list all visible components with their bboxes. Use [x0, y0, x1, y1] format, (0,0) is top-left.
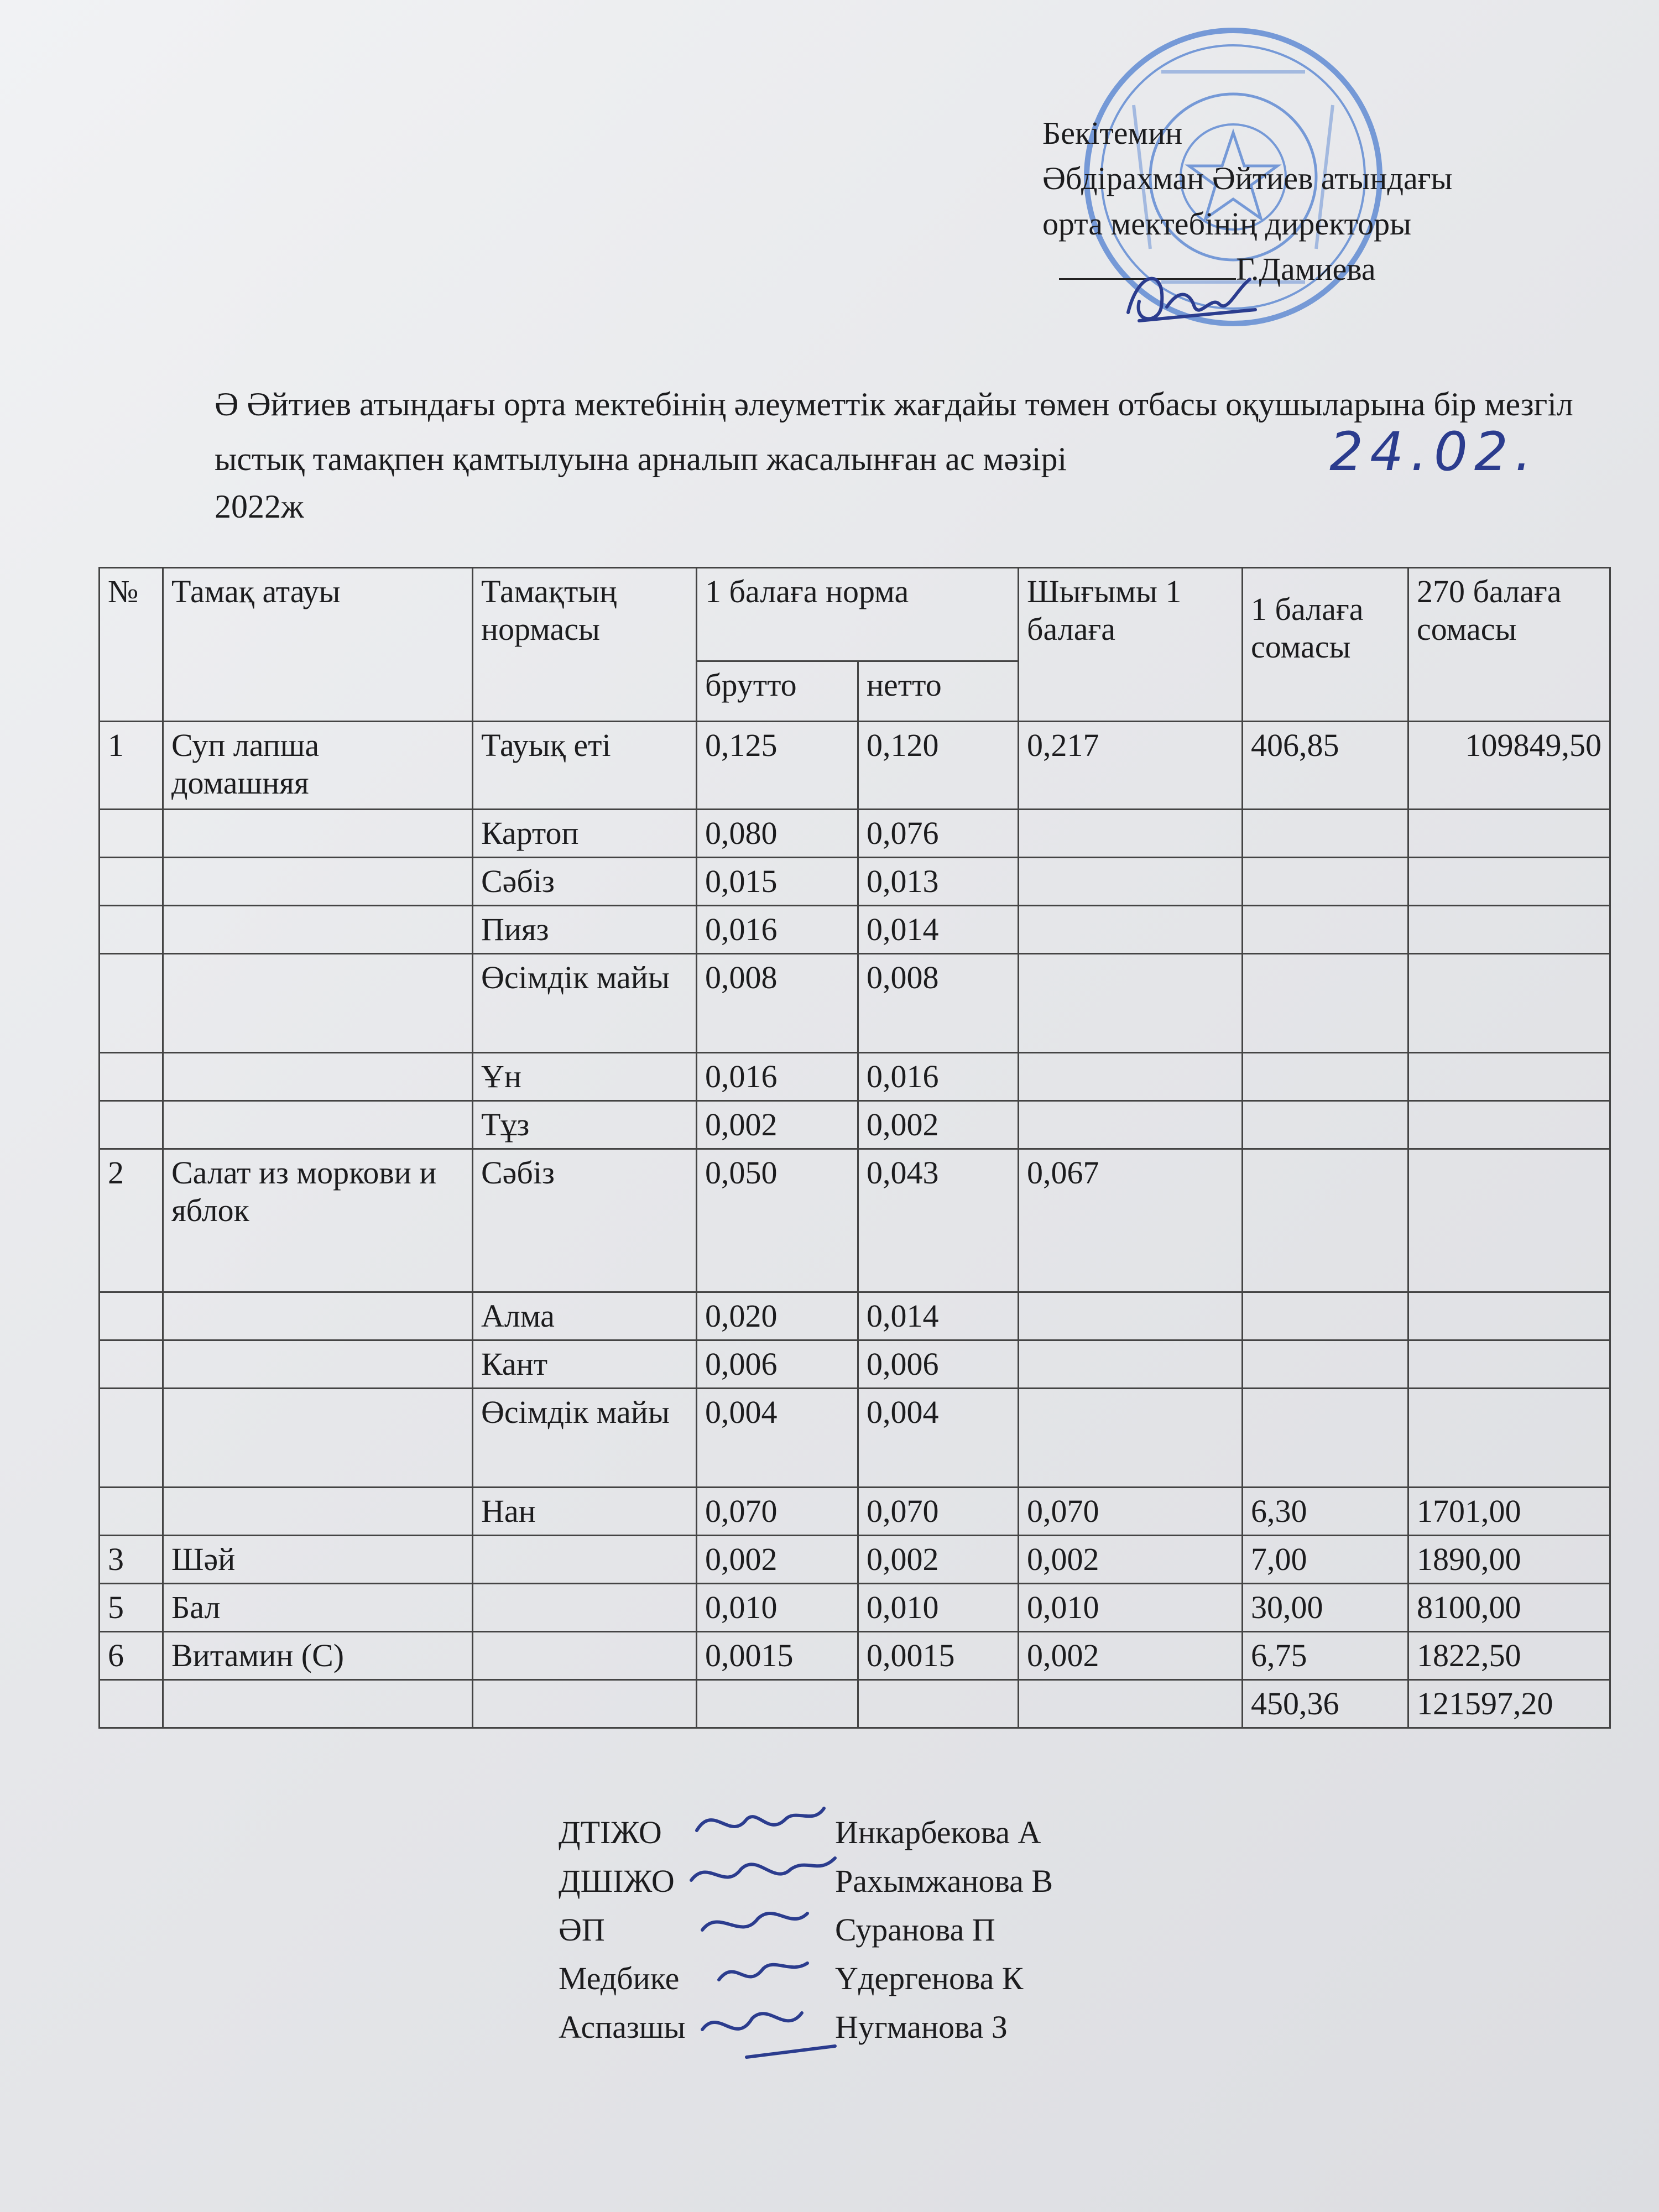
cell-no — [100, 906, 163, 954]
title-year: 2022ж — [215, 488, 304, 525]
cell-sum-270 — [1408, 1340, 1610, 1389]
cell-output — [1019, 1389, 1243, 1488]
cell-gross: 0,010 — [697, 1584, 858, 1632]
cell-sum-one: 30,00 — [1243, 1584, 1408, 1632]
cell-dish — [163, 810, 473, 858]
cell-sum-270 — [1408, 906, 1610, 954]
approval-signer: Г.Дамиева — [1236, 251, 1376, 287]
cell-gross: 0,0015 — [697, 1632, 858, 1680]
cell-net: 0,016 — [858, 1053, 1019, 1101]
cell-dish — [163, 858, 473, 906]
cell-net: 0,014 — [858, 1292, 1019, 1340]
signer-role: Медбике — [559, 1960, 680, 1996]
cell-output — [1019, 906, 1243, 954]
cell-sum-270: 109849,50 — [1408, 722, 1610, 810]
table-row — [100, 1149, 1610, 1292]
cell-no — [100, 954, 163, 1053]
cell-gross: 0,016 — [697, 906, 858, 954]
header-dish: Тамақ атауы — [163, 568, 473, 722]
cell-sum-one — [1243, 858, 1408, 906]
cell-no — [100, 1680, 163, 1728]
cell-item: Нан — [473, 1488, 697, 1536]
cell-no: 2 — [100, 1149, 163, 1292]
cell-sum-one: 6,75 — [1243, 1632, 1408, 1680]
cell-output — [1019, 858, 1243, 906]
signer-role: ДТІЖО — [559, 1814, 662, 1850]
cell-net: 0,076 — [858, 810, 1019, 858]
cell-net: 0,120 — [858, 722, 1019, 810]
table-row — [100, 1389, 1610, 1488]
table-row — [100, 1292, 1610, 1340]
cell-output: 0,002 — [1019, 1632, 1243, 1680]
cell-no — [100, 1488, 163, 1536]
approval-line-1: Бекітемин — [1042, 115, 1183, 151]
table-row — [100, 1680, 1610, 1728]
cell-item: Пияз — [473, 906, 697, 954]
approval-line-3: орта мектебінің директоры — [1042, 206, 1412, 242]
cell-sum-one — [1243, 1292, 1408, 1340]
cell-output — [1019, 1340, 1243, 1389]
cell-sum-270 — [1408, 810, 1610, 858]
cell-gross: 0,070 — [697, 1488, 858, 1536]
cell-sum-one — [1243, 954, 1408, 1053]
cell-gross: 0,016 — [697, 1053, 858, 1101]
table-row — [100, 810, 1610, 858]
cell-sum-270 — [1408, 1101, 1610, 1149]
cell-dish — [163, 906, 473, 954]
cell-gross: 0,004 — [697, 1389, 858, 1488]
cell-item: Картоп — [473, 810, 697, 858]
cell-item: Кант — [473, 1340, 697, 1389]
cell-net: 0,043 — [858, 1149, 1019, 1292]
cell-sum-270 — [1408, 1053, 1610, 1101]
signer-role: ДШІЖО — [559, 1863, 675, 1899]
signer-name: Суранова П — [835, 1912, 995, 1948]
cell-sum-270 — [1408, 1389, 1610, 1488]
table-row — [100, 906, 1610, 954]
cell-no: 6 — [100, 1632, 163, 1680]
table-row — [100, 858, 1610, 906]
cell-gross: 0,002 — [697, 1536, 858, 1584]
cell-gross: 0,050 — [697, 1149, 858, 1292]
signer-signatures — [680, 1797, 863, 2085]
cell-no — [100, 1389, 163, 1488]
cell-no — [100, 1053, 163, 1101]
cell-item: Алма — [473, 1292, 697, 1340]
cell-net: 0,014 — [858, 906, 1019, 954]
cell-item: Тұз — [473, 1101, 697, 1149]
header-no: № — [100, 568, 163, 722]
cell-no: 1 — [100, 722, 163, 810]
cell-dish: Суп лапша домашняя — [163, 722, 473, 810]
cell-net: 0,002 — [858, 1101, 1019, 1149]
cell-sum-one — [1243, 1149, 1408, 1292]
cell-dish — [163, 954, 473, 1053]
cell-gross: 0,020 — [697, 1292, 858, 1340]
cell-sum-one — [1243, 810, 1408, 858]
cell-sum-270 — [1408, 858, 1610, 906]
cell-output: 0,070 — [1019, 1488, 1243, 1536]
document-title — [215, 380, 1630, 530]
header-per-child-norm: 1 балаға норма — [697, 568, 1019, 661]
cell-dish — [163, 1340, 473, 1389]
cell-net: 0,008 — [858, 954, 1019, 1053]
cell-gross: 0,006 — [697, 1340, 858, 1389]
cell-sum-270: 121597,20 — [1408, 1680, 1610, 1728]
cell-output: 0,217 — [1019, 722, 1243, 810]
header-net: нетто — [858, 661, 1019, 722]
approval-line-2: Әбдірахман Әйтиев атындағы — [1042, 160, 1453, 196]
table-row — [100, 1101, 1610, 1149]
cell-sum-one — [1243, 906, 1408, 954]
signer-name: Инкарбекова А — [835, 1814, 1041, 1850]
cell-no — [100, 1101, 163, 1149]
header-sum-one: 1 балаға сомасы — [1243, 568, 1408, 722]
cell-dish: Шәй — [163, 1536, 473, 1584]
cell-dish — [163, 1292, 473, 1340]
cell-item: Ұн — [473, 1053, 697, 1101]
cell-dish — [163, 1389, 473, 1488]
cell-sum-one — [1243, 1101, 1408, 1149]
table-row — [100, 1536, 1610, 1584]
cell-item — [473, 1536, 697, 1584]
cell-sum-270 — [1408, 954, 1610, 1053]
cell-net: 0,004 — [858, 1389, 1019, 1488]
table-row — [100, 1053, 1610, 1101]
header-gross: брутто — [697, 661, 858, 722]
table-row — [100, 954, 1610, 1053]
cell-gross — [697, 1680, 858, 1728]
cell-gross: 0,080 — [697, 810, 858, 858]
cell-sum-270: 1822,50 — [1408, 1632, 1610, 1680]
cell-dish — [163, 1053, 473, 1101]
cell-sum-one — [1243, 1053, 1408, 1101]
cell-sum-one — [1243, 1389, 1408, 1488]
cell-output: 0,067 — [1019, 1149, 1243, 1292]
table-row — [100, 722, 1610, 810]
cell-sum-one: 6,30 — [1243, 1488, 1408, 1536]
cell-sum-270 — [1408, 1149, 1610, 1292]
cell-sum-one — [1243, 1340, 1408, 1389]
signer-name: Үдергенова К — [835, 1960, 1024, 1996]
cell-no: 5 — [100, 1584, 163, 1632]
cell-output — [1019, 1053, 1243, 1101]
cell-net: 0,0015 — [858, 1632, 1019, 1680]
cell-sum-270 — [1408, 1292, 1610, 1340]
cell-output — [1019, 1292, 1243, 1340]
cell-item: Тауық еті — [473, 722, 697, 810]
signer-name: Нугманова З — [835, 2009, 1008, 2045]
cell-item — [473, 1584, 697, 1632]
cell-dish: Салат из моркови и яблок — [163, 1149, 473, 1292]
cell-item — [473, 1680, 697, 1728]
cell-output: 0,010 — [1019, 1584, 1243, 1632]
cell-gross: 0,008 — [697, 954, 858, 1053]
header-output: Шығымы 1 балаға — [1019, 568, 1243, 722]
cell-no — [100, 858, 163, 906]
cell-sum-270: 1890,00 — [1408, 1536, 1610, 1584]
cell-item: Сәбіз — [473, 858, 697, 906]
cell-gross: 0,002 — [697, 1101, 858, 1149]
cell-dish — [163, 1101, 473, 1149]
cell-gross: 0,125 — [697, 722, 858, 810]
cell-net — [858, 1680, 1019, 1728]
header-sum-270: 270 балаға сомасы — [1408, 568, 1610, 722]
cell-sum-one: 7,00 — [1243, 1536, 1408, 1584]
cell-output — [1019, 810, 1243, 858]
cell-output — [1019, 1101, 1243, 1149]
cell-net: 0,006 — [858, 1340, 1019, 1389]
cell-net: 0,010 — [858, 1584, 1019, 1632]
cell-net: 0,070 — [858, 1488, 1019, 1536]
cell-no — [100, 810, 163, 858]
handwritten-date: 24.02. — [1329, 421, 1538, 483]
cell-no — [100, 1340, 163, 1389]
cell-output — [1019, 1680, 1243, 1728]
cell-dish — [163, 1488, 473, 1536]
cell-output — [1019, 954, 1243, 1053]
director-signature — [1117, 257, 1261, 335]
cell-net: 0,002 — [858, 1536, 1019, 1584]
table-row — [100, 1488, 1610, 1536]
header-row — [100, 568, 1610, 661]
cell-sum-270: 1701,00 — [1408, 1488, 1610, 1536]
table-row — [100, 1340, 1610, 1389]
table-row — [100, 1584, 1610, 1632]
cell-item — [473, 1632, 697, 1680]
cell-output: 0,002 — [1019, 1536, 1243, 1584]
menu-table — [98, 567, 1611, 1729]
cell-no — [100, 1292, 163, 1340]
cell-net: 0,013 — [858, 858, 1019, 906]
cell-gross: 0,015 — [697, 858, 858, 906]
cell-no: 3 — [100, 1536, 163, 1584]
cell-item: Сәбіз — [473, 1149, 697, 1292]
table-row — [100, 1632, 1610, 1680]
cell-dish: Витамин (С) — [163, 1632, 473, 1680]
header-norm: Тамақтың нормасы — [473, 568, 697, 722]
title-text: Ә Әйтиев атындағы орта мектебінің әлеуметтік жағдайы төмен отбасы оқушыларына бір мезгіл ыстық тамақпен қамтылуына арналып жасалынған ас мәзірі — [215, 386, 1573, 477]
cell-sum-one: 450,36 — [1243, 1680, 1408, 1728]
cell-item: Өсімдік майы — [473, 1389, 697, 1488]
cell-dish: Бал — [163, 1584, 473, 1632]
cell-sum-one: 406,85 — [1243, 722, 1408, 810]
signer-name: Рахымжанова В — [835, 1863, 1053, 1899]
signer-role: ӘП — [559, 1912, 605, 1948]
cell-item: Өсімдік майы — [473, 954, 697, 1053]
table-body — [100, 722, 1610, 1728]
cell-dish — [163, 1680, 473, 1728]
cell-sum-270: 8100,00 — [1408, 1584, 1610, 1632]
signer-role: Аспазшы — [559, 2009, 686, 2045]
